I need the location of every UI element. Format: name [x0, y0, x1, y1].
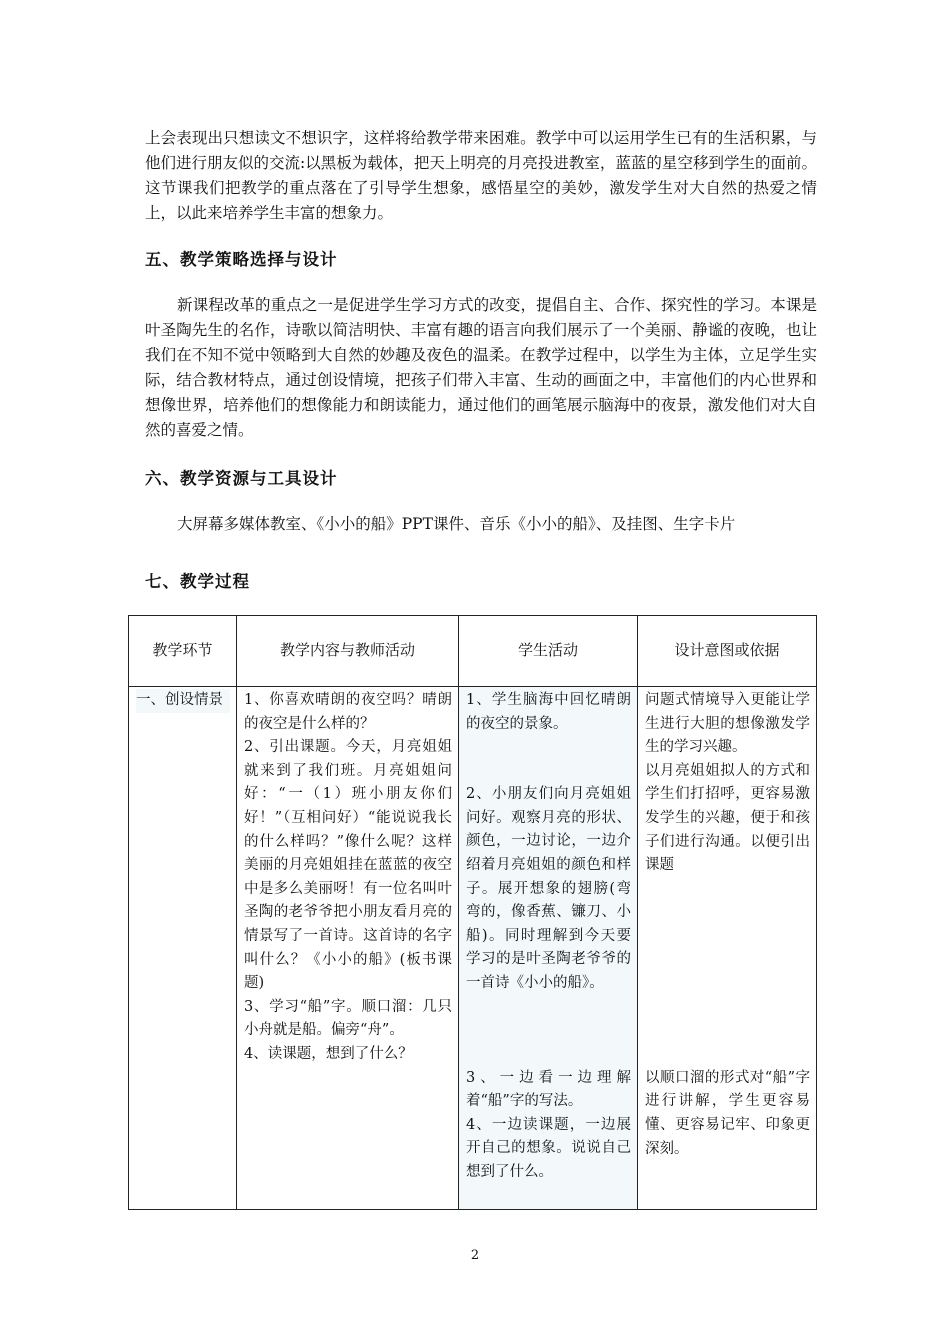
teacher-item-1: 1、你喜欢晴朗的夜空吗？晴朗的夜空是什么样的？ — [244, 692, 452, 732]
intent-item-1: 问题式情境导入更能让学生进行大胆的想像激发学生的学习兴趣。 — [645, 692, 810, 756]
teacher-item-3: 3、学习“船”字。顺口溜：几只小舟就是船。偏旁“舟”。 — [244, 998, 452, 1039]
student-item-3: 3、一边看一边理解着“船”字的写法。 — [466, 1069, 631, 1110]
table-header-row — [129, 616, 817, 687]
header-design-intent: 设计意图或依据 — [638, 616, 817, 687]
intro-paragraph: 上会表现出只想读文不想识字，这样将给教学带来困难。教学中可以运用学生已有的生活积累，与他们进行朋友似的交流:以黑板为载体，把天上明亮的月亮投进教室，蓝蓝的星空移到学生的面前。这节课我们把教学的重点落在了引导学生想象，感悟星空的美妙，激发学生对大自然的热爱之情上，以此来培养学生丰富的想象力。 — [145, 129, 817, 222]
student-item-1: 1、学生脑海中回忆晴朗的夜空的景象。 — [466, 692, 631, 732]
header-student-activity: 学生活动 — [459, 616, 638, 687]
spacer — [466, 736, 631, 783]
stage-label: 一、创设情景 — [136, 689, 230, 713]
section-5-body: 新课程改革的重点之一是促进学生学习方式的改变，提倡自主、合作、探究性的学习。本课是叶圣陶先生的名作，诗歌以简洁明快、丰富有趣的语言向我们展示了一个美丽、静谧的夜晚，也让我们在不知不觉中领略到大自然的妙趣及夜色的温柔。在教学过程中，以学生为主体，立足学生实际，结合教材特点，通过创设情境，把孩子们带入丰富、生动的画面之中，丰富他们的内心世界和想像世界，培养他们的想像能力和朗读能力，通过他们的画笔展示脑海中的夜景，激发他们对大自然的喜爱之情。 — [145, 296, 817, 439]
cell-teacher-activity — [237, 687, 459, 1210]
section-6-body: 大屏幕多媒体教室、《小小的船》PPT课件、音乐《小小的船》、及挂图、生字卡片 — [177, 515, 736, 533]
table-row — [129, 687, 817, 1210]
section-6-heading: 六、教学资源与工具设计 — [145, 469, 338, 488]
section-5-heading: 五、教学策略选择与设计 — [145, 250, 338, 269]
student-item-2: 2、小朋友们向月亮姐姐问好。观察月亮的形状、颜色，一边讨论，一边介绍着月亮姐姐的颜色和样子。展开想象的翅膀(弯弯的，像香蕉、镰刀、小船)。同时理解到今天要学习的是叶圣陶老爷爷的一首诗《小小的船》。 — [466, 786, 631, 991]
cell-design-intent — [638, 687, 817, 1210]
section-7-heading: 七、教学过程 — [145, 572, 250, 591]
page-number: 2 — [470, 1248, 480, 1263]
student-item-4: 4、一边读课题，一边展开自己的想象。说说自己想到了什么。 — [466, 1116, 631, 1180]
teaching-process-table — [128, 615, 817, 1210]
spacer — [466, 996, 631, 1067]
cell-student-activity — [459, 687, 638, 1210]
header-stage: 教学环节 — [129, 616, 237, 687]
spacer — [645, 878, 810, 1067]
teacher-item-4: 4、读课题，想到了什么？ — [244, 1045, 413, 1062]
header-teacher-activity: 教学内容与教师活动 — [237, 616, 459, 687]
intent-item-3: 以顺口溜的形式对“船”字进行讲解，学生更容易懂、更容易记牢、印象更深刻。 — [645, 1069, 810, 1157]
cell-stage — [129, 687, 237, 1210]
teacher-item-2: 2、引出课题。今天，月亮姐姐就来到了我们班。月亮姐姐问好：“一（1）班小朋友你们好！”（互相问好）“能说说我长的什么样吗？”像什么呢？这样美丽的月亮姐姐挂在蓝蓝的夜空中是多么美丽呀！有一位名叫叶圣陶的老爷爷把小朋友看月亮的情景写了一首诗。这首诗的名字叫什么？《小小的船》(板书课题) — [244, 739, 452, 992]
intent-item-2: 以月亮姐姐拟人的方式和学生们打招呼，更容易激发学生的兴趣，便于和孩子们进行沟通。以便引出课题 — [645, 762, 810, 874]
